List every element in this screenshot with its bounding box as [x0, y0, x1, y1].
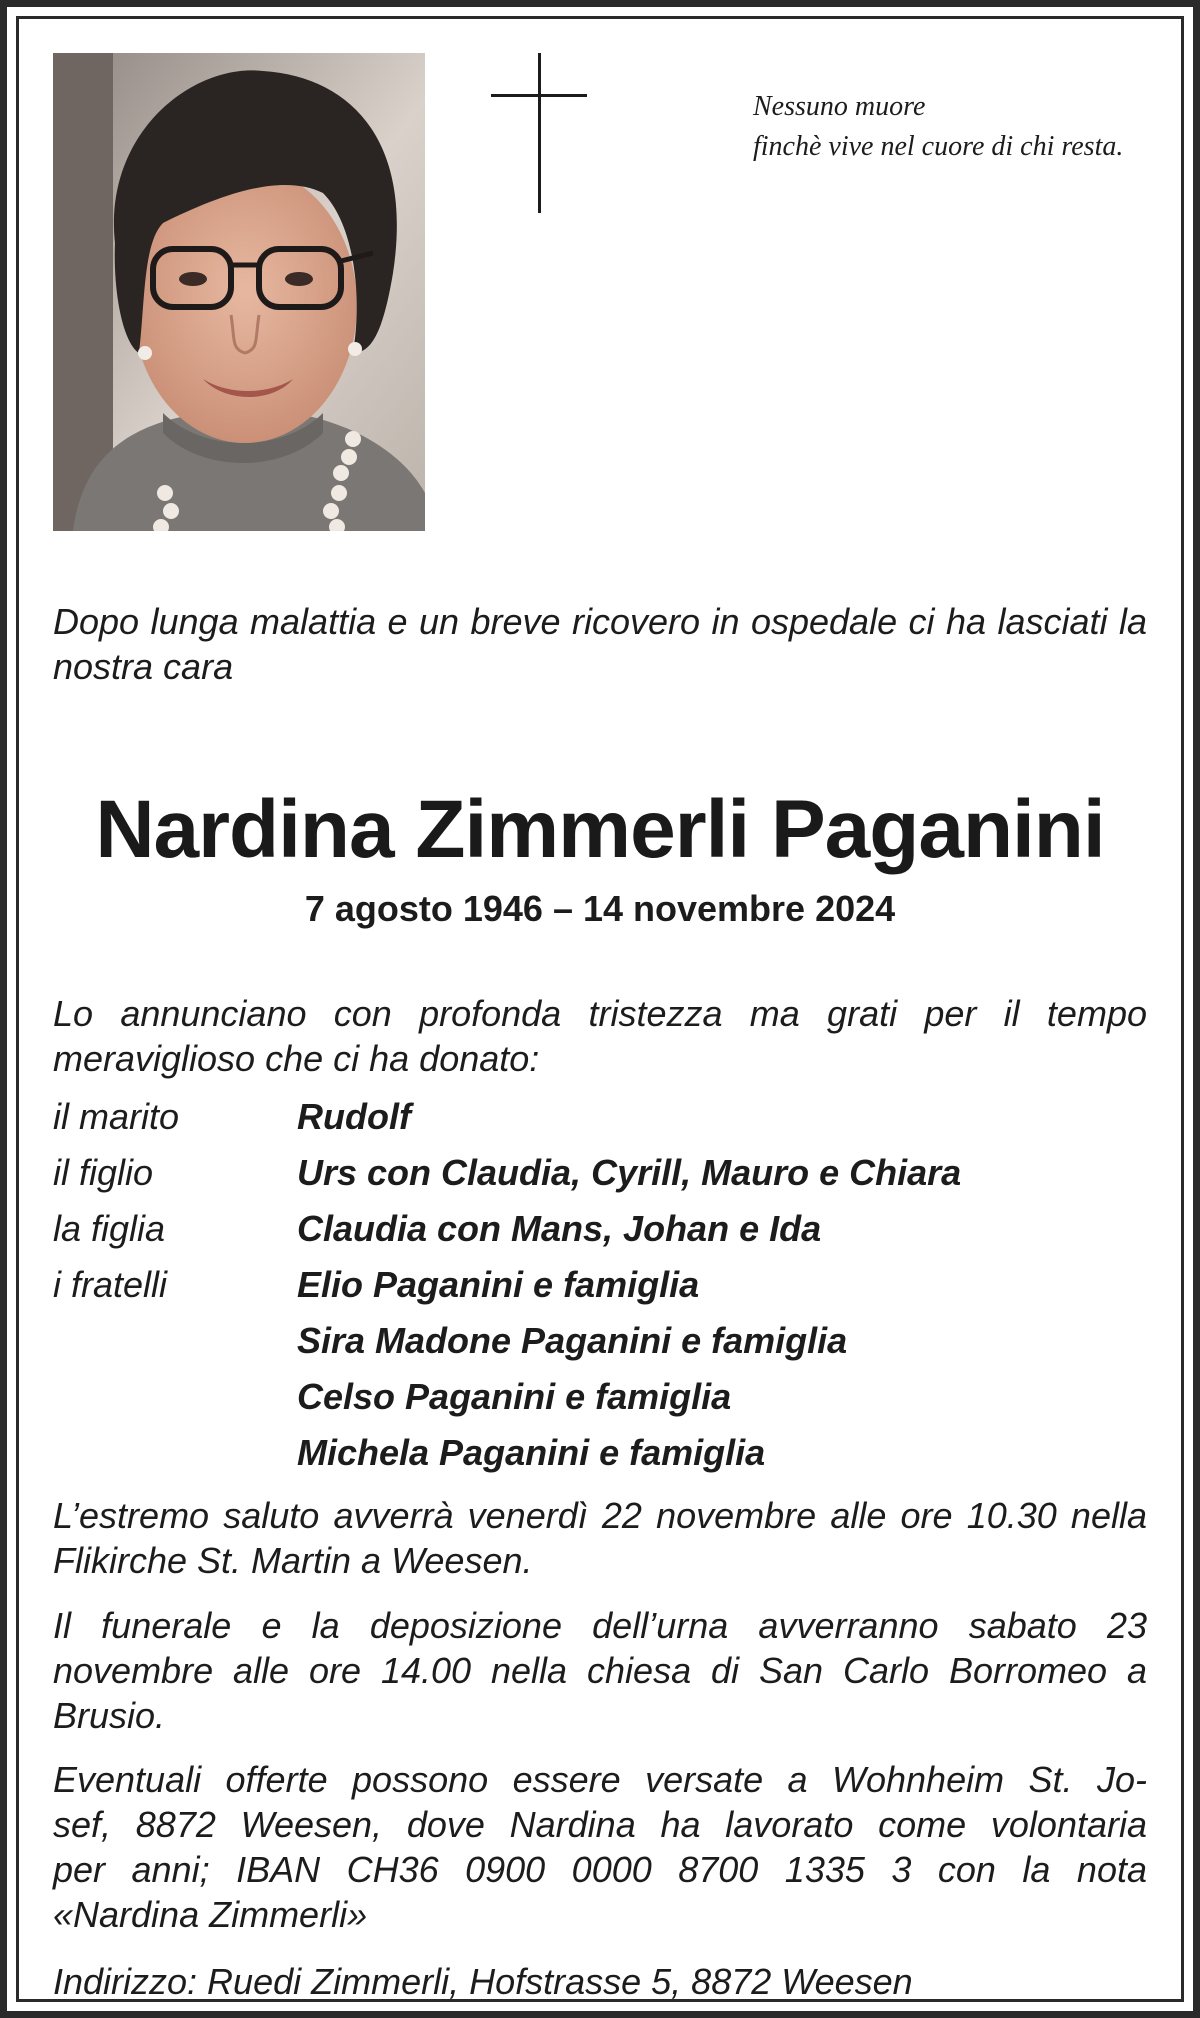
portrait-photo	[53, 53, 425, 531]
family-row	[53, 1201, 1147, 1257]
family-list	[53, 1089, 1147, 1481]
family-relation: i fratelli	[53, 1264, 168, 1305]
family-members: Celso Paganini e famiglia	[297, 1376, 732, 1417]
family-members: Rudolf	[297, 1096, 411, 1137]
funeral-paragraph: Il funerale e la deposizione dell’urna avverranno sabato 23 novembre alle ore 14.00 nella chiesa di San Carlo Borromeo a Brusio.	[53, 1605, 1147, 1736]
family-row	[53, 1313, 1147, 1369]
address-line: Indirizzo: Ruedi Zimmerli, Hofstrasse 5, 8872 Weesen	[53, 1961, 913, 2002]
announcement-text: Lo annunciano con profonda tristezza ma grati per il tempo meraviglioso che ci ha donato:	[53, 993, 1147, 1079]
family-members: Sira Madone Paganini e famiglia	[297, 1320, 848, 1361]
family-row	[53, 1369, 1147, 1425]
donations-paragraph	[53, 1757, 1147, 1937]
family-relation	[53, 1313, 297, 1369]
family-members: Elio Paganini e famiglia	[297, 1264, 700, 1305]
family-relation: la figlia	[53, 1208, 166, 1249]
donations-line-2: sef, 8872 Weesen, dove Nardina ha lavorato come volontaria	[53, 1804, 1147, 1845]
cross-icon	[491, 53, 587, 213]
family-members: Claudia con Mans, Johan e Ida	[297, 1208, 822, 1249]
donations-line-1: Eventuali offerte possono essere versate a Wohnheim St. Jo-	[53, 1759, 1147, 1800]
motto-line-2: finchè vive nel cuore di chi resta.	[753, 131, 1124, 162]
deceased-name: Nardina Zimmerli Paganini	[95, 784, 1105, 875]
life-dates: 7 agosto 1946 – 14 novembre 2024	[304, 888, 896, 929]
family-relation: il marito	[53, 1096, 180, 1137]
family-members: Michela Paganini e famiglia	[297, 1432, 766, 1473]
family-relation	[53, 1369, 297, 1425]
donations-line-4: «Nardina Zimmerli»	[53, 1894, 368, 1935]
motto-line-1: Nessuno muore	[753, 91, 926, 122]
family-row	[53, 1145, 1147, 1201]
donations-line-3: per anni; IBAN CH36 0900 0000 8700 1335 3 con la nota	[53, 1849, 1147, 1890]
family-relation	[53, 1425, 297, 1481]
motto	[753, 87, 1147, 167]
intro-text: Dopo lunga malattia e un breve ricovero in ospedale ci ha lasciati la nostra cara	[53, 601, 1147, 687]
family-members: Urs con Claudia, Cyrill, Mauro e Chiara	[297, 1152, 962, 1193]
family-row	[53, 1257, 1147, 1313]
family-row	[53, 1425, 1147, 1481]
family-relation: il figlio	[53, 1152, 154, 1193]
farewell-paragraph: L’estremo saluto avverrà venerdì 22 novembre alle ore 10.30 nella Flikirche St. Martin a Weesen.	[53, 1495, 1147, 1581]
family-row	[53, 1089, 1147, 1145]
